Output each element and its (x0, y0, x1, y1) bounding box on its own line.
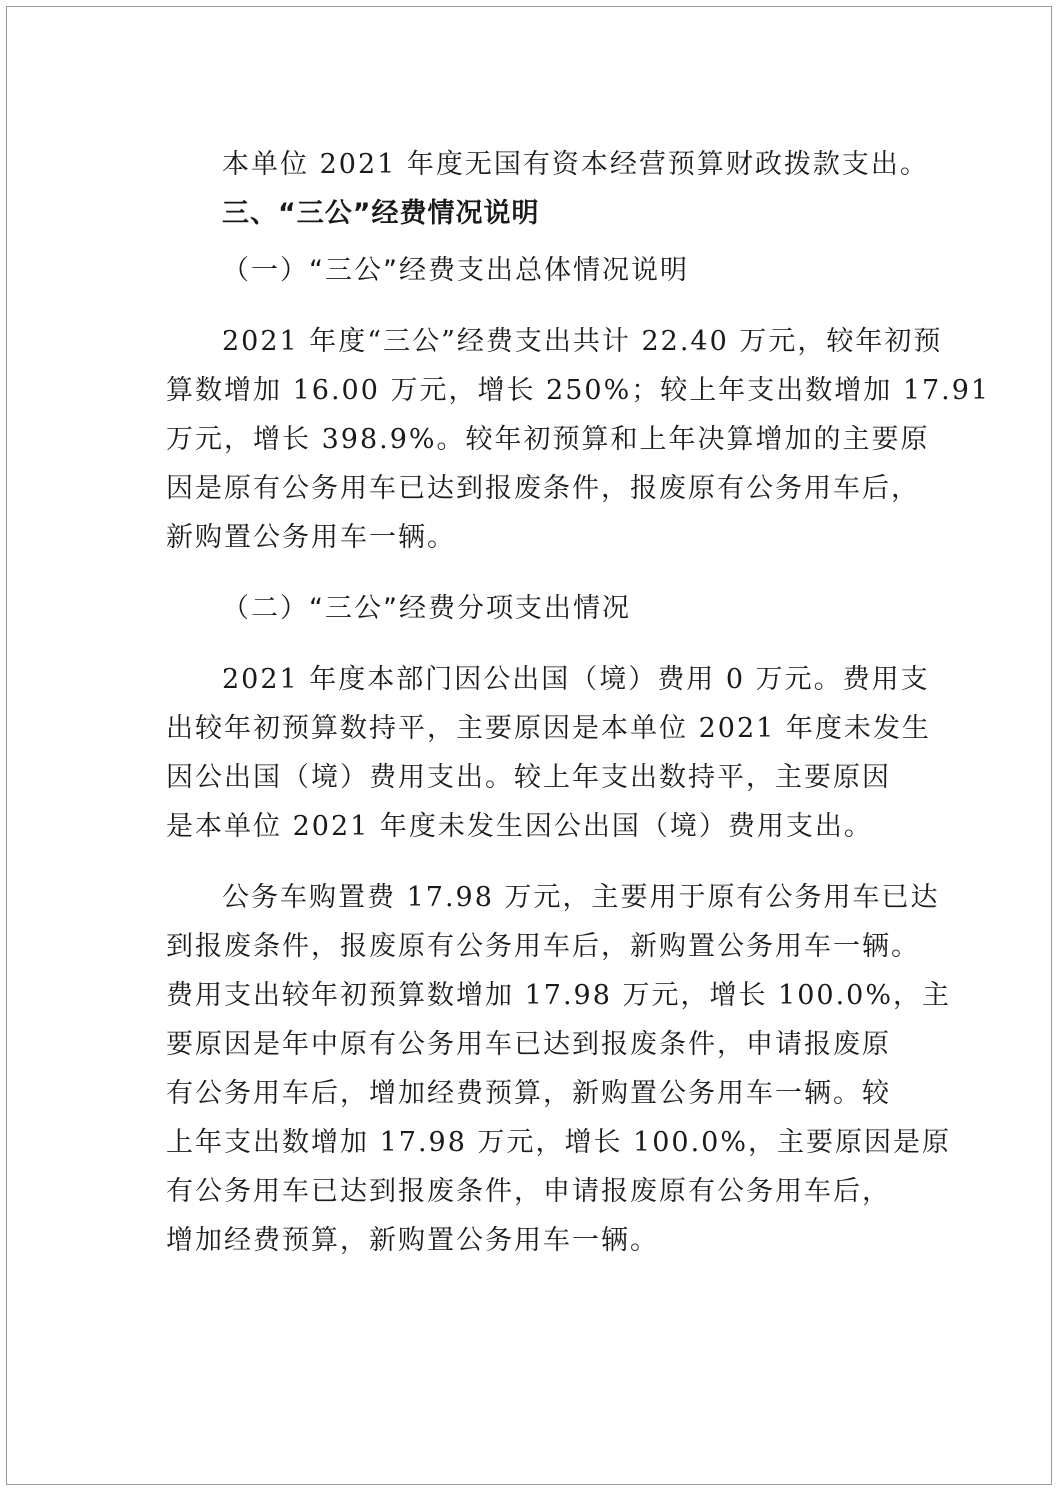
paragraph-line: 算数增加 16.00 万元，增长 250%；较上年支出数增加 17.91 (166, 375, 991, 406)
paragraph-line: 到报废条件，报废原有公务用车后，新购置公务用车一辆。 (166, 931, 920, 962)
paragraph-state-capital-budget: 本单位 2021 年度无国有资本经营预算财政拨款支出。 (222, 149, 929, 180)
paragraph-vehicle-purchase (166, 873, 951, 1265)
paragraph-line: 公务车购置费 17.98 万元，主要用于原有公务用车已达 (222, 882, 940, 913)
paragraph-line: 有公务用车已达到报废条件，申请报废原有公务用车后， (166, 1176, 891, 1207)
paragraph-line: 2021 年度“三公”经费支出共计 22.40 万元，较年初预 (222, 326, 943, 357)
paragraph-line: 上年支出数增加 17.98 万元，增长 100.0%，主要原因是原 (166, 1127, 951, 1158)
paragraph-line: 费用支出较年初预算数增加 17.98 万元，增长 100.0%，主 (166, 980, 951, 1011)
paragraph-line: 新购置公务用车一辆。 (166, 522, 456, 553)
subsection-heading-overall: （一）“三公”经费支出总体情况说明 (222, 255, 689, 286)
paragraph-line: 增加经费预算，新购置公务用车一辆。 (166, 1225, 659, 1256)
paragraph-line: 因公出国（境）费用支出。较上年支出数持平，主要原因 (166, 762, 891, 793)
paragraph-line: 有公务用车后，增加经费预算，新购置公务用车一辆。较 (166, 1078, 891, 1109)
paragraph-line: 2021 年度本部门因公出国（境）费用 0 万元。费用支 (222, 664, 930, 695)
paragraph-line: 因是原有公务用车已达到报废条件，报废原有公务用车后， (166, 473, 920, 504)
paragraph-line: 要原因是年中原有公务用车已达到报废条件，申请报废原 (166, 1029, 891, 1060)
document-body (166, 140, 991, 1265)
paragraph-overall-expenditure (166, 317, 991, 562)
subsection-heading-itemized: （二）“三公”经费分项支出情况 (222, 593, 631, 624)
section-heading-three-public: 三、“三公”经费情况说明 (222, 198, 540, 229)
paragraph-line: 是本单位 2021 年度未发生因公出国（境）费用支出。 (166, 811, 873, 842)
paragraph-overseas-travel (166, 655, 931, 851)
paragraph-line: 出较年初预算数持平，主要原因是本单位 2021 年度未发生 (166, 713, 931, 744)
paragraph-line: 万元，增长 398.9%。较年初预算和上年决算增加的主要原 (166, 424, 930, 455)
